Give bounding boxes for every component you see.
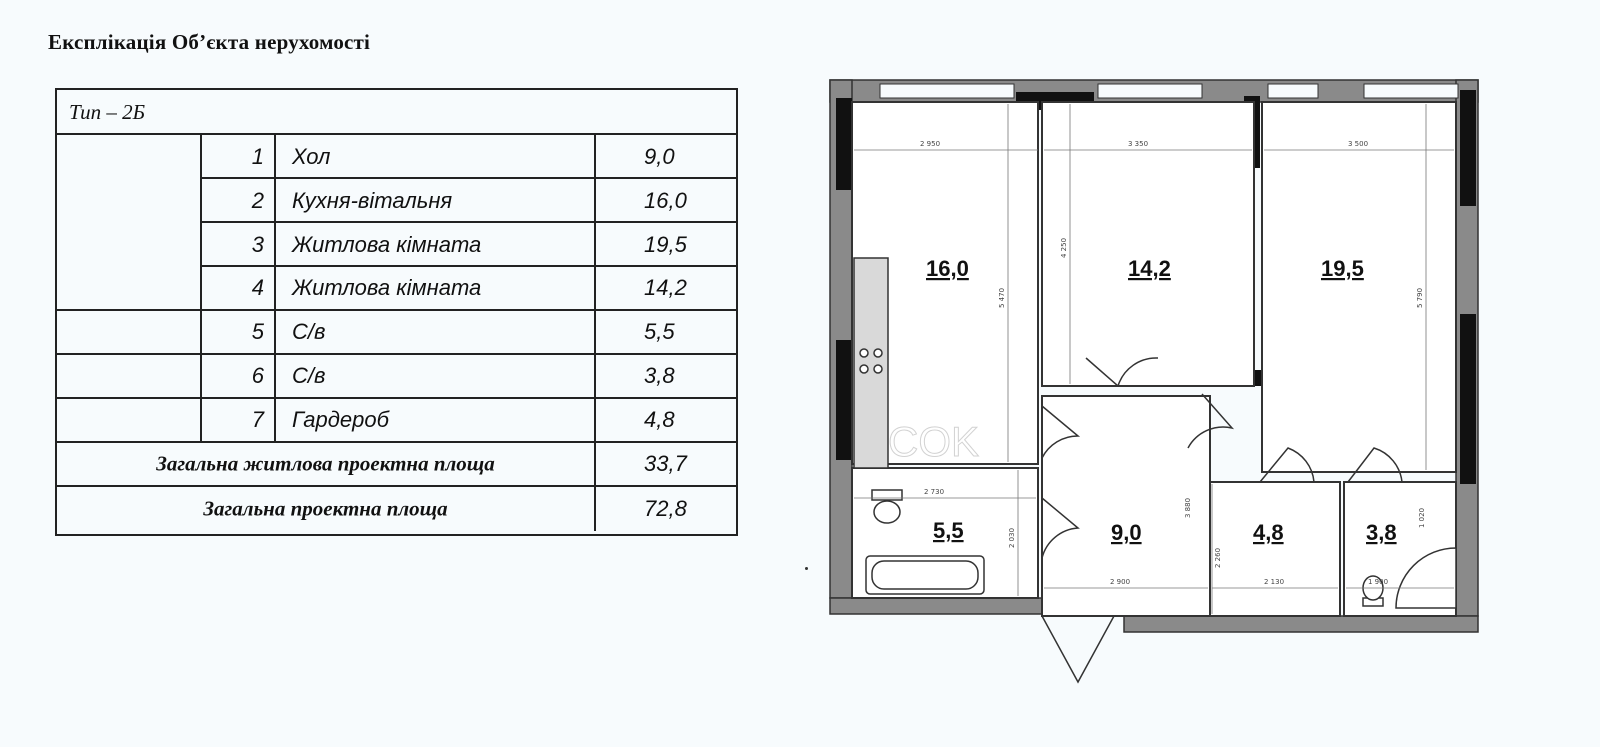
- table-row: [57, 355, 736, 399]
- document-title: Експлікація Об’єкта нерухомості: [48, 30, 371, 54]
- room-area: 14,2: [594, 267, 740, 309]
- floor-plan: [828, 78, 1488, 690]
- dim-hall-width: 2 900: [1110, 578, 1131, 586]
- area-bedroom-small: 14,2: [1128, 256, 1171, 281]
- room-name: Хол: [274, 135, 594, 179]
- table-row: [57, 399, 736, 443]
- dim-bathroom-depth: 2 030: [1008, 527, 1016, 548]
- room-number: 7: [200, 399, 274, 441]
- dim-bedroom-large-depth: 5 790: [1416, 287, 1424, 308]
- dim-bathroom-width: 2 730: [924, 488, 945, 496]
- area-bathroom: 5,5: [933, 518, 964, 543]
- room-name: С/в: [274, 355, 594, 397]
- dim-wardrobe-width: 2 130: [1264, 578, 1285, 586]
- kitchen-counter: [854, 258, 888, 468]
- table-row: [57, 135, 736, 179]
- dim-bedroom-small-depth: 4 250: [1060, 237, 1068, 258]
- room-number: 3: [200, 223, 274, 267]
- blank-cell: [57, 399, 200, 441]
- blank-cell: [57, 311, 200, 353]
- room-area: 4,8: [594, 399, 740, 441]
- area-kitchen: 16,0: [926, 256, 969, 281]
- room-name: Житлова кімната: [274, 267, 594, 309]
- blank-cell: [57, 355, 200, 397]
- dim-wc-width: 1 900: [1368, 578, 1389, 586]
- dim-kitchen-width: 2 950: [920, 140, 941, 148]
- wardrobe-room: [1210, 482, 1340, 616]
- explication-table: [55, 88, 738, 536]
- room-number: 2: [200, 179, 274, 223]
- total-value: 72,8: [594, 487, 740, 531]
- room-area: 3,8: [594, 355, 740, 397]
- blank-cell: [57, 267, 200, 309]
- room-area: 5,5: [594, 311, 740, 353]
- room-name: С/в: [274, 311, 594, 353]
- scan-dot: [805, 567, 808, 570]
- room-area: 19,5: [594, 223, 740, 267]
- room-number: 1: [200, 135, 274, 179]
- living-area-total: [57, 443, 736, 487]
- dim-kitchen-depth: 5 470: [998, 287, 1006, 308]
- bedroom-large-room: [1262, 102, 1456, 472]
- project-area-total: [57, 487, 736, 531]
- area-bedroom-large: 19,5: [1321, 256, 1364, 281]
- room-name: Кухня-вітальня: [274, 179, 594, 223]
- total-label: Загальна житлова проектна площа: [156, 451, 495, 476]
- room-number: 6: [200, 355, 274, 397]
- area-wardrobe: 4,8: [1253, 520, 1284, 545]
- watermark: COK: [888, 418, 980, 465]
- area-hall: 9,0: [1111, 520, 1142, 545]
- dim-bedroom-large-width: 3 500: [1348, 140, 1369, 148]
- area-wc: 3,8: [1366, 520, 1397, 545]
- room-number: 4: [200, 267, 274, 309]
- dim-bedroom-small-width: 3 350: [1128, 140, 1149, 148]
- bathtub-icon: [866, 556, 984, 594]
- dim-wc-depth: 1 020: [1418, 507, 1426, 528]
- room-name: Гардероб: [274, 399, 594, 441]
- dim-hall-depth: 3 880: [1184, 497, 1192, 518]
- table-row: [57, 311, 736, 355]
- windows: [880, 84, 1458, 98]
- room-area: 9,0: [594, 135, 740, 179]
- total-value: 33,7: [594, 443, 740, 485]
- type-label: Тип – 2Б: [57, 90, 736, 135]
- table-row: [57, 267, 736, 311]
- room-name: Житлова кімната: [274, 223, 594, 267]
- room-number: 5: [200, 311, 274, 353]
- blank-cell: [57, 179, 200, 223]
- room-area: 16,0: [594, 179, 740, 223]
- dim-wardrobe-depth: 2 260: [1214, 547, 1222, 568]
- total-label: Загальна проектна площа: [203, 496, 448, 521]
- blank-cell: [57, 135, 200, 179]
- blank-cell: [57, 223, 200, 267]
- table-row: [57, 223, 736, 267]
- table-row: [57, 179, 736, 223]
